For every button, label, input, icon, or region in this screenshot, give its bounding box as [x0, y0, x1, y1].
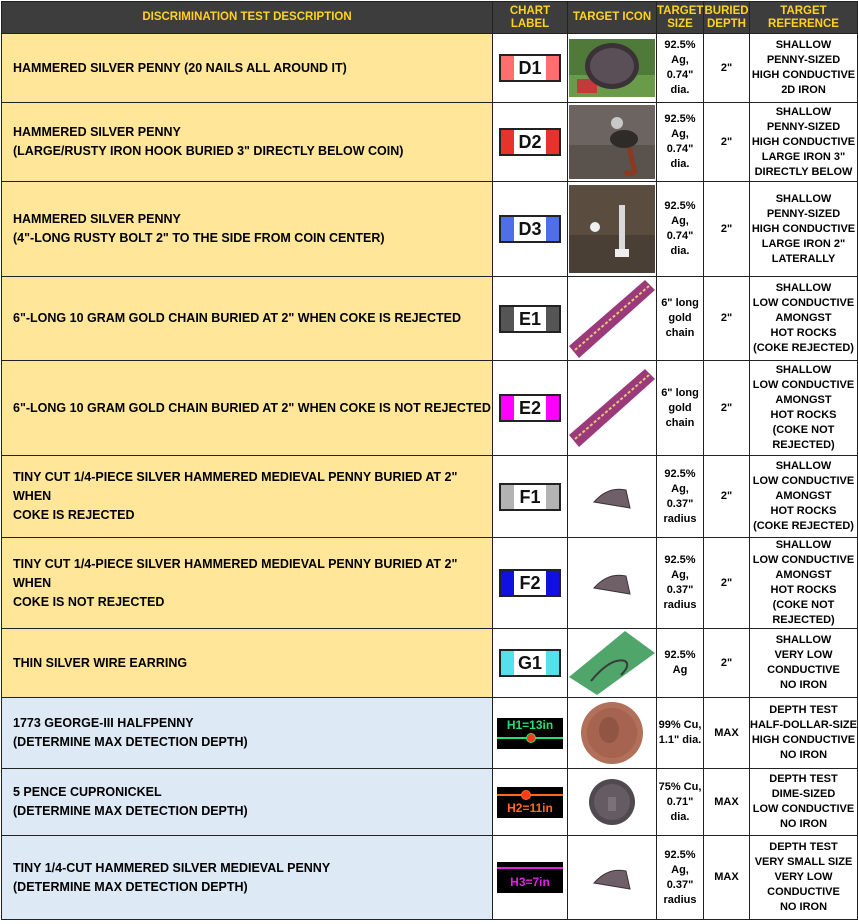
table-row [2, 277, 858, 361]
row-target-reference [750, 836, 858, 920]
size-line: 92.5% [664, 200, 696, 212]
row-target-reference [750, 34, 858, 103]
description-line: 6"-LONG 10 GRAM GOLD CHAIN BURIED AT 2" WHEN COKE IS NOT REJECTED [13, 400, 491, 415]
chart-label-text: D3 [518, 219, 542, 239]
size-line: Ag, [671, 54, 689, 66]
size-line: chain [665, 416, 695, 429]
row-buried-depth: MAX [704, 769, 750, 836]
reference-line: 2D IRON [781, 84, 826, 96]
row-buried-depth: MAX [704, 836, 750, 920]
size-line: 92.5% [664, 649, 696, 661]
size-line: 92.5% [664, 113, 696, 125]
size-line: Ag [672, 664, 688, 676]
reference-line: LOW CONDUCTIVE [752, 803, 855, 815]
header-chart-label: CHART LABEL [493, 2, 568, 34]
reference-line: PENNY-SIZED [766, 54, 841, 66]
size-line: gold [668, 401, 692, 414]
reference-line: REJECTED) [772, 614, 835, 626]
row-target-icon [568, 836, 657, 920]
cut-coin-icon [592, 570, 632, 596]
table-row [2, 698, 858, 769]
chart-label-f1 [499, 483, 561, 511]
row-target-size [657, 103, 704, 182]
description-line: TINY CUT 1/4-PIECE SILVER HAMMERED MEDIEVAL PENNY BURIED AT 2" WHEN [13, 470, 458, 503]
chart-label-d2 [499, 128, 561, 156]
reference-line: LARGE IRON 3" [761, 150, 846, 163]
copper-halfpenny-icon [577, 700, 647, 766]
header-target-size: TARGET SIZE [657, 2, 704, 34]
row-chart-label [493, 698, 568, 769]
size-line: gold [668, 312, 692, 324]
size-line: dia. [670, 810, 690, 823]
gold-chain-icon [569, 280, 655, 358]
row-buried-depth: MAX [704, 698, 750, 769]
reference-line: PENNY-SIZED [766, 120, 841, 133]
row-target-size [657, 361, 704, 456]
row-buried-depth: 2" [704, 538, 750, 629]
row-description [2, 361, 493, 456]
reference-line: LOW CONDUCTIVE [752, 475, 855, 487]
row-target-icon [568, 769, 657, 836]
chart-label-text: H3=7in [510, 875, 550, 889]
reference-line: LOW CONDUCTIVE [752, 379, 855, 391]
row-chart-label [493, 538, 568, 629]
table-row [2, 361, 858, 456]
wire-earring-icon [569, 631, 655, 695]
description-line: HAMMERED SILVER PENNY [13, 125, 181, 139]
row-buried-depth: 2" [704, 277, 750, 361]
row-description [2, 182, 493, 277]
chart-label-d1 [499, 54, 561, 82]
row-target-reference [750, 538, 858, 629]
row-buried-depth: 2" [704, 103, 750, 182]
table-row [2, 103, 858, 182]
row-chart-label [493, 629, 568, 698]
size-line: 0.74" [666, 69, 694, 81]
size-line: Ag, [671, 215, 689, 227]
table-row [2, 836, 858, 920]
row-chart-label [493, 361, 568, 456]
header-buried-depth: BURIED DEPTH [704, 2, 750, 34]
row-chart-label [493, 34, 568, 103]
chart-label-d3 [499, 215, 561, 243]
description-line: (4"-LONG RUSTY BOLT 2" TO THE SIDE FROM COIN CENTER) [13, 231, 385, 245]
reference-line: CONDUCTIVE [767, 886, 840, 898]
size-line: 92.5% [664, 554, 696, 566]
chart-label-h1 [497, 718, 563, 749]
row-target-icon [568, 538, 657, 629]
reference-line: SHALLOW [775, 192, 832, 205]
reference-line: LATERALLY [771, 252, 836, 265]
row-chart-label [493, 103, 568, 182]
cut-coin-icon [592, 484, 632, 510]
reference-line: AMONGST [775, 312, 832, 324]
description-line: (DETERMINE MAX DETECTION DEPTH) [13, 879, 248, 894]
gold-chain-icon [569, 369, 655, 447]
size-line: 0.74" [666, 143, 694, 155]
row-description [2, 456, 493, 538]
row-buried-depth: 2" [704, 456, 750, 538]
header-target-icon: TARGET ICON [568, 2, 657, 34]
size-line: 0.37" [666, 878, 694, 891]
description-line: (DETERMINE MAX DETECTION DEPTH) [13, 804, 248, 818]
row-target-icon [568, 182, 657, 277]
header-description: DISCRIMINATION TEST DESCRIPTION [2, 2, 493, 34]
size-line: 99% Cu, [658, 719, 702, 731]
row-target-size [657, 698, 704, 769]
size-line: chain [665, 327, 695, 339]
bolt-beside-coin-icon [569, 185, 655, 273]
size-line: dia. [670, 84, 690, 96]
table-row [2, 769, 858, 836]
reference-line: SHALLOW [775, 282, 832, 294]
row-target-icon [568, 34, 657, 103]
reference-line: VERY LOW [774, 649, 833, 661]
row-target-icon [568, 361, 657, 456]
chart-label-text: F1 [519, 486, 541, 507]
size-line: 0.74" [666, 230, 694, 242]
cut-coin-icon [592, 865, 632, 891]
row-target-size [657, 456, 704, 538]
five-pence-coin-icon [586, 775, 638, 829]
size-line: Ag, [671, 482, 689, 495]
size-line: Ag, [671, 128, 689, 140]
reference-line: PENNY-SIZED [766, 207, 841, 220]
chart-label-text: F2 [519, 573, 541, 593]
chart-label-text: H1=13in [506, 717, 554, 732]
row-chart-label [493, 182, 568, 277]
table-row [2, 456, 858, 538]
row-target-reference [750, 769, 858, 836]
description-line: COKE IS NOT REJECTED [13, 594, 165, 609]
reference-line: CONDUCTIVE [767, 664, 840, 676]
row-target-size [657, 769, 704, 836]
discrimination-test-table [1, 1, 858, 920]
size-line: 0.37" [666, 584, 694, 596]
description-line: 1773 GEORGE-III HALFPENNY [13, 716, 194, 730]
row-target-reference [750, 277, 858, 361]
row-target-reference [750, 361, 858, 456]
row-chart-label [493, 836, 568, 920]
reference-line: SHALLOW [775, 105, 832, 118]
row-target-icon [568, 456, 657, 538]
description-line: 6"-LONG 10 GRAM GOLD CHAIN BURIED AT 2" WHEN COKE IS REJECTED [13, 311, 461, 325]
reference-line: HOT ROCKS [770, 505, 837, 517]
size-line: 92.5% [664, 848, 696, 861]
reference-line: NO IRON [779, 749, 828, 761]
reference-line: SHALLOW [775, 539, 832, 551]
reference-line: VERY LOW [774, 871, 833, 883]
reference-line: NO IRON [779, 901, 828, 913]
table-row [2, 182, 858, 277]
reference-line: DIME-SIZED [771, 788, 836, 800]
chart-label-e2 [499, 394, 561, 422]
reference-line: DEPTH TEST [769, 841, 838, 853]
table-row [2, 629, 858, 698]
chart-label-e1 [499, 305, 561, 333]
size-line: radius [663, 893, 697, 906]
size-line: Ag, [671, 569, 689, 581]
row-description [2, 769, 493, 836]
size-line: 92.5% [664, 39, 696, 51]
reference-line: SHALLOW [775, 39, 832, 51]
chart-label-text: D1 [518, 58, 542, 78]
row-description [2, 698, 493, 769]
description-line: THIN SILVER WIRE EARRING [13, 655, 188, 670]
reference-line: (COKE REJECTED) [753, 520, 854, 532]
label-depth-dot [526, 733, 536, 743]
reference-line: SHALLOW [775, 460, 832, 472]
size-line: dia. [670, 245, 690, 257]
row-buried-depth: 2" [704, 629, 750, 698]
description-line: TINY 1/4-CUT HAMMERED SILVER MEDIEVAL PENNY [13, 860, 331, 875]
row-target-size [657, 836, 704, 920]
description-line: 5 PENCE CUPRONICKEL [13, 785, 162, 799]
reference-line: LARGE IRON 2" [761, 237, 846, 250]
reference-line: AMONGST [775, 490, 832, 502]
reference-line: SHALLOW [775, 364, 832, 376]
reference-line: HIGH CONDUCTIVE [751, 69, 856, 81]
row-buried-depth: 2" [704, 34, 750, 103]
row-target-icon [568, 103, 657, 182]
description-line: HAMMERED SILVER PENNY (20 NAILS ALL AROUND IT) [13, 60, 347, 75]
row-target-size [657, 277, 704, 361]
reference-line: NO IRON [779, 679, 828, 691]
reference-line: NO IRON [779, 818, 828, 830]
row-buried-depth: 2" [704, 361, 750, 456]
chart-label-h2 [497, 787, 563, 818]
reference-line: HIGH CONDUCTIVE [751, 222, 856, 235]
size-line: radius [663, 599, 697, 611]
row-description [2, 836, 493, 920]
reference-line: LOW CONDUCTIVE [752, 297, 855, 309]
row-target-size [657, 538, 704, 629]
reference-line: HIGH CONDUCTIVE [751, 135, 856, 148]
iron-hook-in-soil-icon [569, 105, 655, 179]
row-target-icon [568, 629, 657, 698]
row-target-reference [750, 182, 858, 277]
row-chart-label [493, 769, 568, 836]
reference-line: LOW CONDUCTIVE [752, 554, 855, 566]
row-target-size [657, 629, 704, 698]
chart-label-text: E2 [518, 398, 542, 418]
row-description [2, 34, 493, 103]
label-depth-dot [521, 790, 531, 800]
reference-line: VERY SMALL SIZE [754, 856, 853, 868]
size-line: 6" long [661, 386, 699, 399]
size-line: radius [663, 512, 697, 525]
description-line: (DETERMINE MAX DETECTION DEPTH) [13, 735, 248, 749]
reference-line: HIGH CONDUCTIVE [751, 734, 856, 746]
size-line: 92.5% [664, 467, 696, 480]
chart-label-text: H2=11in [507, 800, 553, 815]
reference-line: HOT ROCKS [770, 584, 837, 596]
row-buried-depth: 2" [704, 182, 750, 277]
header-target-reference: TARGET REFERENCE [750, 2, 858, 34]
reference-line: SHALLOW [775, 634, 832, 646]
chart-label-text: G1 [517, 653, 542, 673]
size-line: Ag, [671, 863, 689, 876]
size-line: 0.71" [666, 795, 694, 808]
reference-line: HOT ROCKS [770, 409, 837, 421]
chart-label-h3 [497, 862, 563, 893]
chart-label-f2 [499, 569, 561, 597]
size-line: 75% Cu, [658, 780, 702, 793]
reference-line: DEPTH TEST [769, 704, 838, 716]
header-row [2, 2, 858, 34]
table-row [2, 34, 858, 103]
size-line: 6" long [661, 297, 699, 309]
row-target-reference [750, 629, 858, 698]
description-line: COKE IS REJECTED [13, 508, 135, 522]
reference-line: HOT ROCKS [770, 327, 837, 339]
size-line: dia. [670, 158, 690, 170]
row-target-icon [568, 698, 657, 769]
row-description [2, 629, 493, 698]
coin-in-grass-icon [569, 39, 655, 97]
row-target-size [657, 34, 704, 103]
row-target-icon [568, 277, 657, 361]
reference-line: (COKE NOT [772, 424, 835, 436]
label-depth-line [497, 867, 563, 869]
row-target-reference [750, 103, 858, 182]
reference-line: (COKE REJECTED) [753, 342, 854, 354]
reference-line: AMONGST [775, 394, 832, 406]
row-description [2, 538, 493, 629]
chart-label-g1 [499, 649, 561, 677]
reference-line: HALF-DOLLAR-SIZE [750, 719, 857, 731]
description-line: (LARGE/RUSTY IRON HOOK BURIED 3" DIRECTLY BELOW COIN) [13, 144, 404, 158]
chart-label-text: E1 [518, 308, 542, 329]
size-line: 0.37" [666, 497, 694, 510]
row-target-reference [750, 698, 858, 769]
reference-line: REJECTED) [772, 439, 835, 451]
description-line: HAMMERED SILVER PENNY [13, 212, 181, 226]
reference-line: (COKE NOT [772, 599, 835, 611]
row-chart-label [493, 456, 568, 538]
row-description [2, 277, 493, 361]
table-row [2, 538, 858, 629]
description-line: TINY CUT 1/4-PIECE SILVER HAMMERED MEDIEVAL PENNY BURIED AT 2" WHEN [13, 556, 458, 590]
row-chart-label [493, 277, 568, 361]
reference-line: AMONGST [775, 569, 832, 581]
reference-line: DEPTH TEST [769, 773, 838, 785]
reference-line: DIRECTLY BELOW [754, 165, 853, 178]
row-target-reference [750, 456, 858, 538]
row-target-size [657, 182, 704, 277]
size-line: 1.1" dia. [658, 734, 702, 746]
row-description [2, 103, 493, 182]
chart-label-text: D2 [518, 132, 542, 152]
